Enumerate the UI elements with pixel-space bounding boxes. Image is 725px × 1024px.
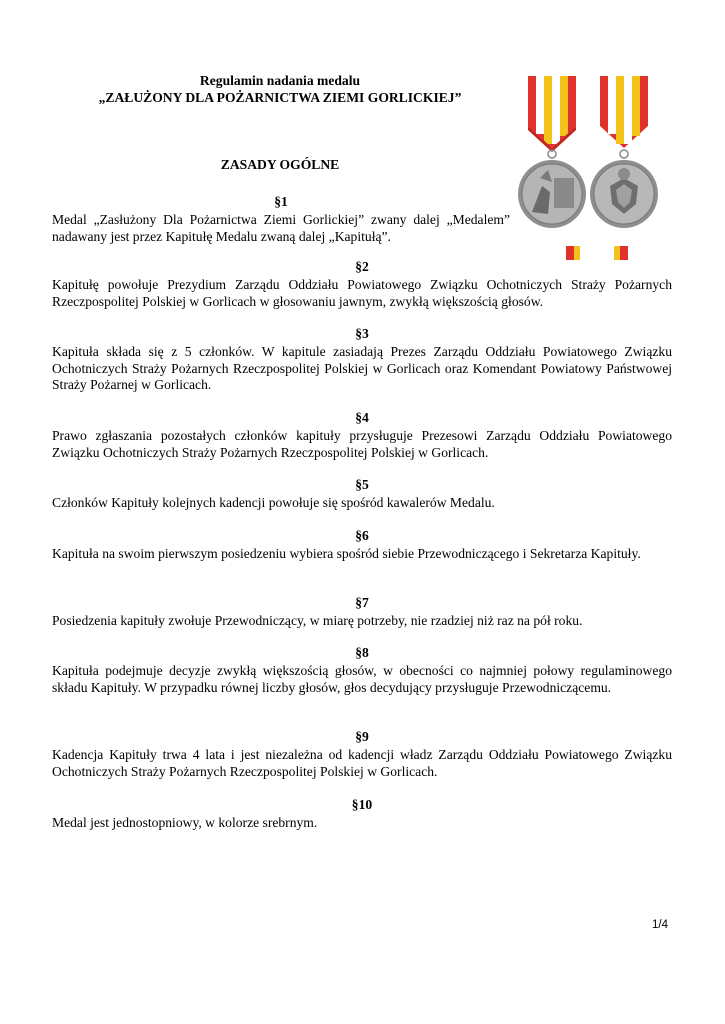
paragraph-number: §4 (355, 410, 369, 425)
section-title: ZASADY OGÓLNE (220, 157, 340, 172)
paragraph-text: Medal jest jednostopniowy, w kolorze srebrnym. (52, 814, 318, 830)
page-number: 1/4 (652, 919, 668, 931)
paragraph-text: Posiedzenia kapituły zwołuje Przewodniczący, w miarę potrzeby, nie rzadziej niż raz na pół roku. (52, 612, 583, 628)
paragraph-number: §3 (355, 326, 369, 341)
paragraph-number: §10 (351, 797, 373, 812)
paragraph-text: Członków Kapituły kolejnych kadencji powołuje się spośród kawalerów Medalu. (52, 494, 495, 510)
document-title-line2: „ZAŁUŻONY DLA POŻARNICTWA ZIEMI GORLICKIEJ” (98, 90, 462, 105)
paragraph-10 (52, 797, 672, 832)
paragraph-text: Kapituła podejmuje decyzje zwykłą większością głosów, w obecności co najmniej połowy regulaminowego składu Kapituły. W przypadku równej liczby głosów, głos decydujący przysługuje Przewodniczącemu. (52, 662, 672, 695)
paragraph-number: §2 (355, 259, 369, 274)
paragraph-8 (52, 645, 672, 696)
paragraph-text: Kapituła na swoim pierwszym posiedzeniu wybiera spośród siebie Przewodniczącego i Sekretarza Kapituły. (52, 545, 641, 561)
paragraph-text: Prawo zgłaszania pozostałych członków kapituły przysługuje Prezesowi Zarządu Oddziału Powiatowego Związku Ochotniczych Straży Pożarnych Rzeczpospolitej Polskiej w Gorlicach. (52, 427, 672, 460)
paragraph-text: Kadencja Kapituły trwa 4 lata i jest niezależna od kadencji władz Zarządu Oddziału Powiatowego Związku Ochotniczych Straży Pożarnych Rzeczpospolitej Polskiej w Gorlicach. (52, 746, 672, 779)
medal-front (518, 160, 586, 228)
paragraph-number: §8 (355, 645, 369, 660)
paragraph-6 (52, 528, 672, 563)
paragraph-text: Kapituła składa się z 5 członków. W kapitule zasiadają Prezes Zarządu Oddziału Powiatowego Związku Ochotniczych Straży Pożarnych Rzeczpospolitej Polskiej w Gorlicach oraz Komendant Powiatowy Państwowej Straży Pożarnej w Gorlicach. (52, 343, 672, 393)
paragraph-9 (52, 729, 672, 780)
paragraph-number: §1 (274, 194, 288, 209)
paragraph-1 (52, 194, 510, 245)
paragraph-2 (52, 259, 672, 310)
document-title-line1: Regulamin nadania medalu (199, 73, 361, 88)
paragraph-7 (52, 595, 672, 630)
medal-illustration (518, 74, 678, 264)
right-ribbon (600, 76, 648, 148)
paragraph-number: §7 (355, 595, 369, 610)
paragraph-4 (52, 410, 672, 461)
paragraph-5 (52, 477, 672, 512)
paragraph-text: Kapitułę powołuje Prezydium Zarządu Oddziału Powiatowego Związku Ochotniczych Straży Pożarnych Rzeczpospolitej Polskiej w Gorlicach w głosowaniu jawnym, zwykłą większością głosów. (52, 276, 672, 309)
paragraph-text: Medal „Zasłużony Dla Pożarnictwa Ziemi Gorlickiej” zwany dalej „Medalem” nadawany jest przez Kapitułę Medalu zwaną dalej „Kapitułą”. (52, 211, 510, 244)
paragraph-3 (52, 326, 672, 394)
left-ribbon (528, 76, 576, 152)
ribbon-bar (566, 246, 628, 260)
medal-back (590, 160, 658, 228)
paragraph-number: §6 (355, 528, 369, 543)
paragraph-number: §9 (355, 729, 369, 744)
paragraph-number: §5 (355, 477, 369, 492)
